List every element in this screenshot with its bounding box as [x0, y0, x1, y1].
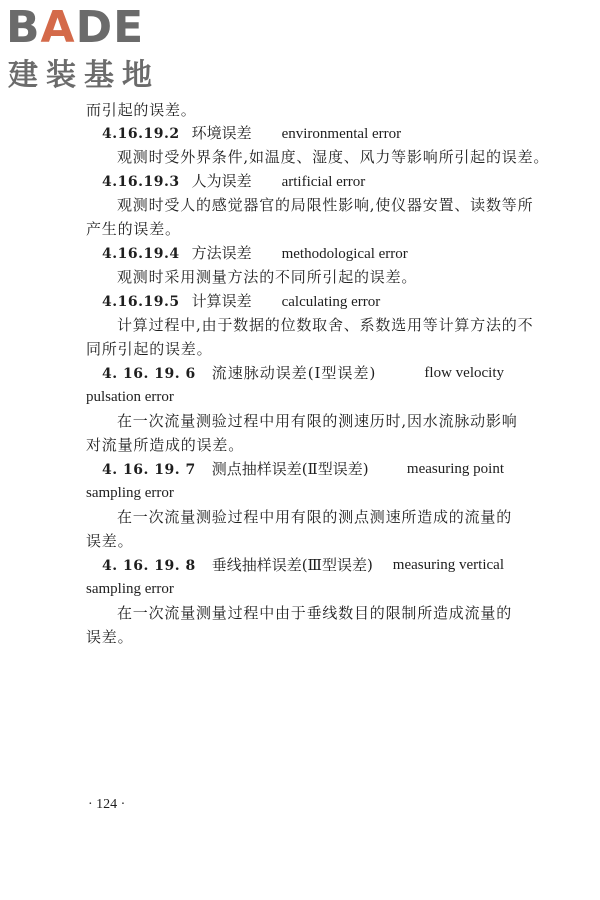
- term-definition: 观测时受外界条件,如温度、湿度、风力等影响所引起的误差。: [117, 148, 550, 166]
- term-definition-line2: 同所引起的误差。: [86, 340, 213, 358]
- logo-letters-de: DE: [75, 2, 145, 53]
- term-definition-line2: 对流量所造成的误差。: [86, 436, 245, 454]
- term-number: 4. 16. 19. 6: [102, 366, 196, 382]
- term-english: measuring vertical: [392, 557, 504, 573]
- term-number: 4.16.19.4: [102, 246, 180, 262]
- carry-over-text: 而引起的误差。: [86, 101, 197, 119]
- term-chinese: 流速脉动误差(Ⅰ型误差): [211, 364, 377, 382]
- term-definition-line1: 观测时受人的感觉器官的局限性影响,使仪器安置、读数等所: [117, 196, 534, 214]
- term-chinese: 测点抽样误差(Ⅱ型误差): [211, 460, 369, 478]
- term-chinese: 计算误差: [191, 292, 252, 310]
- term-definition-line1: 计算过程中,由于数据的位数取舍、系数选用等计算方法的不: [117, 316, 534, 334]
- logo-letter-b: B: [6, 2, 41, 53]
- logo-wordmark: [6, 2, 144, 54]
- term-english: calculating error: [281, 294, 381, 310]
- term-chinese: 环境误差: [191, 124, 252, 142]
- term-heading: [102, 555, 504, 576]
- term-definition-line1: 在一次流量测验过程中用有限的测点测速所造成的流量的: [117, 508, 513, 526]
- term-english: flow velocity: [424, 365, 504, 381]
- term-number: 4.16.19.3: [102, 174, 180, 190]
- logo-chinese-text: 建装基地: [8, 58, 160, 93]
- term-english-continued: pulsation error: [86, 389, 174, 405]
- term-heading: [102, 363, 504, 384]
- term-heading: [102, 459, 504, 480]
- term-number: 4.16.19.2: [102, 126, 180, 142]
- term-english-continued: sampling error: [86, 485, 174, 501]
- term-number: 4. 16. 19. 7: [102, 462, 196, 478]
- term-english: methodological error: [281, 246, 408, 262]
- term-definition-line2: 误差。: [86, 628, 134, 646]
- term-definition-line2: 误差。: [86, 532, 134, 550]
- term-english-continued: sampling error: [86, 581, 174, 597]
- term-heading: [102, 243, 408, 264]
- page-number: · 124 ·: [88, 797, 126, 812]
- term-heading: [102, 123, 401, 144]
- term-definition-line1: 在一次流量测量过程中由于垂线数目的限制所造成流量的: [117, 604, 513, 622]
- term-heading: [102, 291, 380, 312]
- term-number: 4.16.19.5: [102, 294, 180, 310]
- term-english: environmental error: [281, 126, 402, 142]
- logo-letter-a: A: [40, 2, 76, 53]
- term-definition-line1: 在一次流量测验过程中用有限的测速历时,因水流脉动影响: [117, 412, 518, 430]
- term-chinese: 人为误差: [191, 172, 252, 190]
- term-definition: 观测时采用测量方法的不同所引起的误差。: [117, 268, 418, 286]
- term-number: 4. 16. 19. 8: [102, 558, 196, 574]
- term-english: artificial error: [281, 174, 366, 190]
- bade-logo: [6, 2, 176, 94]
- term-heading: [102, 171, 365, 192]
- term-chinese: 垂线抽样误差(Ⅲ型误差): [211, 556, 373, 574]
- term-chinese: 方法误差: [191, 244, 252, 262]
- term-definition-line2: 产生的误差。: [86, 220, 181, 238]
- term-english: measuring point: [406, 461, 504, 477]
